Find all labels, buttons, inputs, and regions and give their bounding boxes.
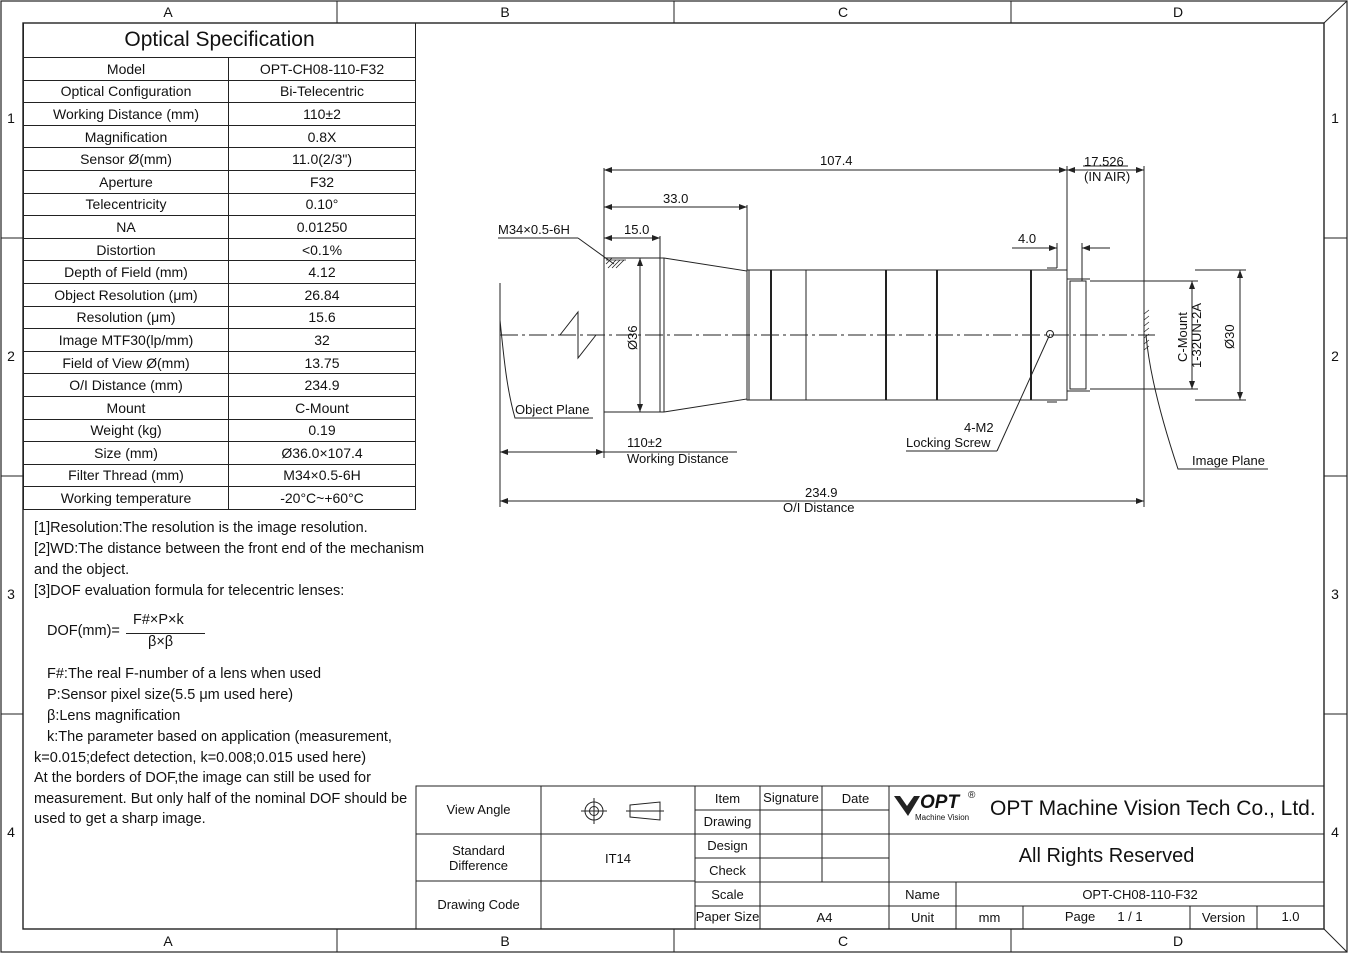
std-diff-label-1: Standard — [452, 843, 505, 858]
view-angle-label: View Angle — [446, 802, 511, 817]
wd-label: Working Distance — [627, 451, 729, 466]
spec-value: 0.10° — [229, 193, 416, 216]
dia-30-label: Ø30 — [1222, 324, 1237, 349]
note-dof-title: [3]DOF evaluation formula for telecentric lenses: — [34, 583, 345, 599]
signature-header: Signature — [763, 790, 819, 805]
spec-key: Model — [24, 58, 229, 81]
spec-key: Depth of Field (mm) — [24, 261, 229, 284]
tolerance-value: IT14 — [604, 851, 631, 866]
spec-key: Size (mm) — [24, 442, 229, 465]
zone-row-2-left: 2 — [7, 348, 15, 364]
spec-key: Field of View Ø(mm) — [24, 351, 229, 374]
oi-label: O/I Distance — [783, 500, 855, 515]
spec-value: C-Mount — [229, 396, 416, 419]
rights-text: All Rights Reserved — [1018, 845, 1195, 867]
version-value: 1.0 — [1281, 909, 1300, 924]
zone-row-3-right: 3 — [1331, 586, 1339, 602]
item-header: Item — [714, 791, 741, 806]
oi-value: 234.9 — [805, 485, 838, 500]
note-f: F#:The real F-number of a lens when used — [47, 666, 322, 682]
wd-value: 110±2 — [627, 435, 663, 450]
zone-col-b-top: B — [500, 4, 510, 20]
design-row-label: Design — [707, 838, 748, 853]
spec-key: Object Resolution (μm) — [24, 283, 229, 306]
formula-numerator: F#×P×k — [133, 612, 184, 628]
spec-value: 26.84 — [229, 283, 416, 306]
spec-key: Aperture — [24, 170, 229, 193]
paper-size-label: Paper Size — [695, 909, 760, 924]
locking-screw-label: Locking Screw — [906, 435, 991, 450]
dim-4: 4.0 — [1018, 231, 1037, 246]
spec-value: 32 — [229, 329, 416, 352]
opt-logo-text: OPT — [920, 792, 960, 813]
zone-col-a-top: A — [163, 4, 173, 20]
spec-key: Weight (kg) — [24, 419, 229, 442]
spec-key: NA — [24, 216, 229, 239]
drawing-row-label: Drawing — [703, 814, 752, 829]
name-label: Name — [905, 887, 940, 902]
spec-value: OPT-CH08-110-F32 — [229, 58, 416, 81]
name-value: OPT-CH08-110-F32 — [1082, 887, 1198, 902]
object-plane-label: Object Plane — [515, 402, 590, 417]
dim-15: 15.0 — [624, 222, 650, 237]
version-label: Version — [1201, 910, 1246, 925]
spec-key: Sensor Ø(mm) — [24, 148, 229, 171]
zone-col-d-top: D — [1172, 4, 1184, 20]
spec-value: 0.19 — [229, 419, 416, 442]
zone-row-1-right: 1 — [1331, 110, 1339, 126]
spec-key: Filter Thread (mm) — [24, 464, 229, 487]
spec-value: 234.9 — [229, 374, 416, 397]
thread-label: M34×0.5-6H — [498, 222, 570, 237]
spec-key: Distortion — [24, 238, 229, 261]
note-beta: β:Lens magnification — [47, 708, 181, 724]
date-header: Date — [841, 791, 870, 806]
spec-value: M34×0.5-6H — [229, 464, 416, 487]
spec-value: -20°C~+60°C — [229, 487, 416, 510]
spec-key: O/I Distance (mm) — [24, 374, 229, 397]
formula-denominator: β×β — [148, 634, 174, 650]
spec-value: 0.8X — [229, 125, 416, 148]
third-angle-projection-icon — [578, 796, 668, 826]
spec-value: Ø36.0×107.4 — [229, 442, 416, 465]
unit-value: mm — [978, 910, 1001, 925]
zone-row-2-right: 2 — [1331, 348, 1339, 364]
spec-value: 4.12 — [229, 261, 416, 284]
std-diff-label-2: Difference — [448, 858, 508, 873]
dim-back-focal-note: (IN AIR) — [1084, 169, 1131, 184]
spec-key: Mount — [24, 396, 229, 419]
spec-value: <0.1% — [229, 238, 416, 261]
spec-key: Working Distance (mm) — [24, 103, 229, 126]
note-resolution: [1]Resolution:The resolution is the image resolution. — [34, 520, 368, 536]
note-wd: [2]WD:The distance between the front end of the mechanism and the object. — [34, 541, 425, 578]
opt-logo-sub: Machine Vision — [915, 813, 970, 822]
registered-icon: ® — [968, 790, 976, 801]
paper-size-value: A4 — [816, 910, 833, 925]
dim-33: 33.0 — [663, 191, 689, 206]
spec-key: Telecentricity — [24, 193, 229, 216]
cmount-thread-label: 1-32UN-2A — [1189, 302, 1204, 368]
locking-screw-count: 4-M2 — [964, 420, 994, 435]
scale-label: Scale — [711, 887, 744, 902]
page-label: Page — [1064, 909, 1096, 924]
zone-row-3-left: 3 — [7, 586, 15, 602]
spec-value: F32 — [229, 170, 416, 193]
spec-key: Working temperature — [24, 487, 229, 510]
note-k: k:The parameter based on application (measurement, k=0.015;defect detection, k=0.008;0.015 used here) — [34, 729, 392, 766]
spec-value: 110±2 — [229, 103, 416, 126]
image-plane-label: Image Plane — [1192, 453, 1265, 468]
note-p: P:Sensor pixel size(5.5 μm used here) — [47, 687, 294, 703]
spec-title: Optical Specification — [24, 23, 416, 58]
formula-lhs: DOF(mm)= — [47, 623, 120, 639]
zone-col-c-top: C — [837, 4, 849, 20]
spec-key: Image MTF30(lp/mm) — [24, 329, 229, 352]
unit-label: Unit — [910, 910, 935, 925]
page-value: 1 / 1 — [1117, 909, 1143, 924]
spec-key: Resolution (μm) — [24, 306, 229, 329]
spec-value: 11.0(2/3") — [229, 148, 416, 171]
cmount-label: C-Mount — [1175, 312, 1190, 362]
spec-value: Bi-Telecentric — [229, 80, 416, 103]
check-row-label: Check — [709, 863, 746, 878]
zone-col-a-bottom: A — [163, 933, 173, 949]
spec-key: Magnification — [24, 125, 229, 148]
zone-col-c-bottom: C — [837, 933, 849, 949]
company-name: OPT Machine Vision Tech Co., Ltd. — [990, 797, 1316, 820]
spec-value: 13.75 — [229, 351, 416, 374]
drawing-code-label: Drawing Code — [437, 897, 520, 912]
spec-value: 15.6 — [229, 306, 416, 329]
zone-col-b-bottom: B — [500, 933, 510, 949]
note-tail: At the borders of DOF,the image can still be used for measurement. But only half of the nominal DOF should be used to get a sharp image. — [34, 770, 408, 828]
spec-key: Optical Configuration — [24, 80, 229, 103]
zone-col-d-bottom: D — [1172, 933, 1184, 949]
zone-row-4-left: 4 — [7, 824, 15, 840]
opt-logo — [894, 792, 984, 824]
zone-row-4-right: 4 — [1331, 824, 1339, 840]
dim-total-length: 107.4 — [820, 153, 853, 168]
dia-36-label: Ø36 — [625, 325, 640, 350]
dim-back-focal: 17.526 — [1084, 154, 1124, 169]
zone-row-1-left: 1 — [7, 110, 15, 126]
spec-value: 0.01250 — [229, 216, 416, 239]
